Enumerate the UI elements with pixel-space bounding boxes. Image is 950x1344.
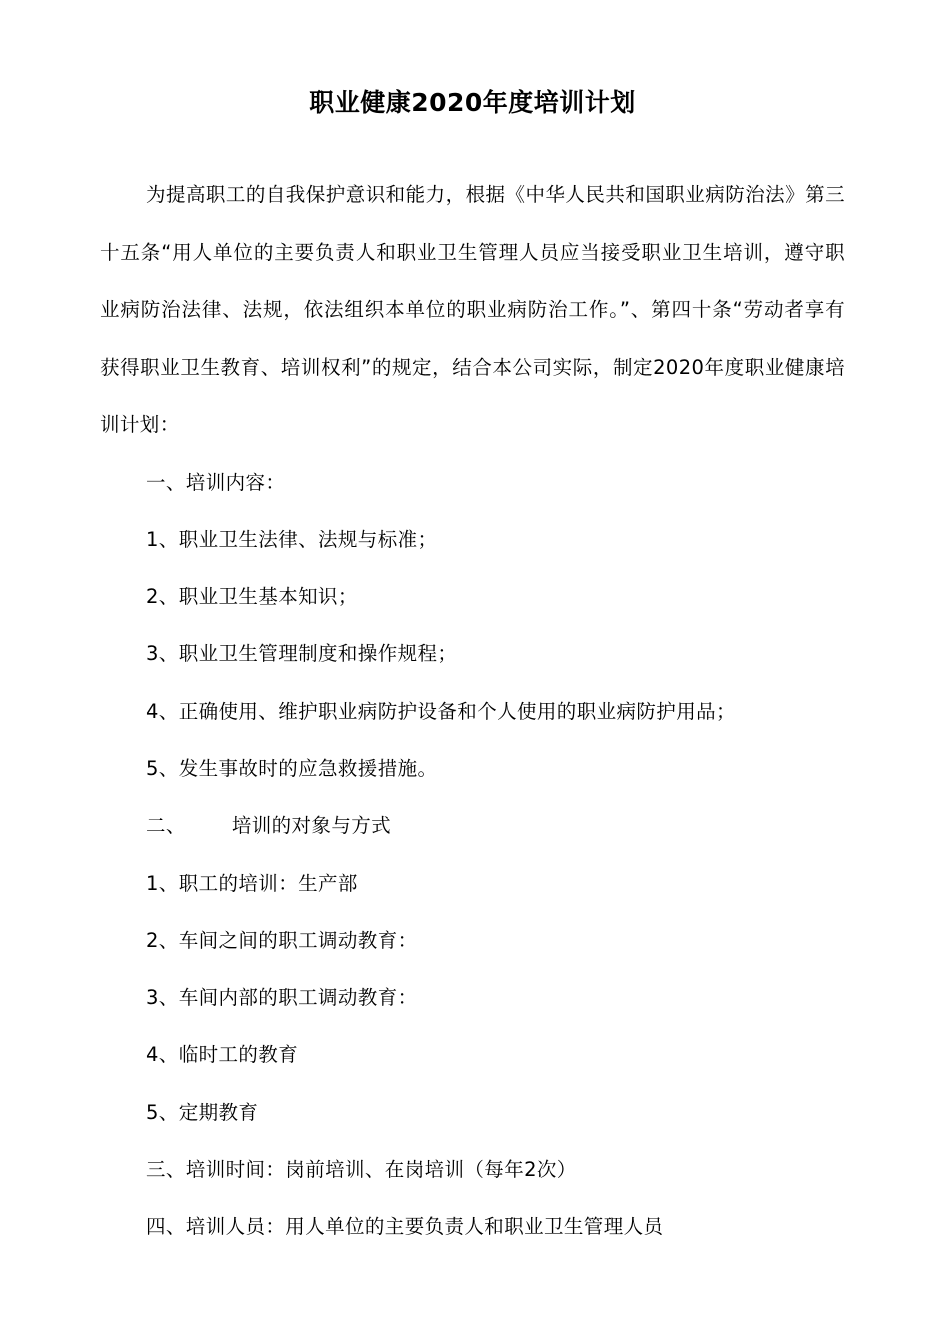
section-1-item: 5、发生事故时的应急救援措施。 bbox=[146, 756, 438, 780]
section-2-heading-text: 培训的对象与方式 bbox=[231, 814, 392, 838]
document-body bbox=[100, 454, 845, 1256]
section-1-item: 2、职业卫生基本知识； bbox=[146, 585, 358, 609]
section-1-item: 3、职业卫生管理制度和操作规程； bbox=[146, 642, 458, 666]
section-2-item: 5、定期教育 bbox=[146, 1100, 259, 1124]
section-2-item: 2、车间之间的职工调动教育： bbox=[146, 928, 418, 952]
section-2-item: 4、临时工的教育 bbox=[146, 1043, 299, 1067]
intro-paragraph: 为提高职工的自我保护意识和能力，根据《中华人民共和国职业病防治法》第三十五条“用人单位的主要负责人和职业卫生管理人员应当接受职业卫生培训，遵守职业病防治法律、法规，依法组织本单位的职业病防治工作。”、第四十条“劳动者享有获得职业卫生教育、培训权利”的规定，结合本公司实际，制定2020年度职业健康培训计划： bbox=[100, 183, 845, 436]
section-3-training-time: 三、培训时间：岗前培训、在岗培训（每年2次） bbox=[146, 1158, 577, 1182]
section-2-heading bbox=[100, 797, 845, 854]
section-1-heading: 一、培训内容： bbox=[146, 470, 286, 494]
document-title: 职业健康2020年度培训计划 bbox=[309, 88, 636, 117]
section-4-training-personnel: 四、培训人员：用人单位的主要负责人和职业卫生管理人员 bbox=[146, 1215, 664, 1239]
section-1-item: 4、正确使用、维护职业病防护设备和个人使用的职业病防护用品； bbox=[146, 699, 736, 723]
section-2-item: 3、车间内部的职工调动教育： bbox=[146, 986, 418, 1010]
section-1-item: 1、职业卫生法律、法规与标准； bbox=[146, 527, 438, 551]
section-2-item: 1、职工的培训：生产部 bbox=[146, 871, 358, 895]
section-2-heading-number: 二、 bbox=[146, 814, 186, 838]
